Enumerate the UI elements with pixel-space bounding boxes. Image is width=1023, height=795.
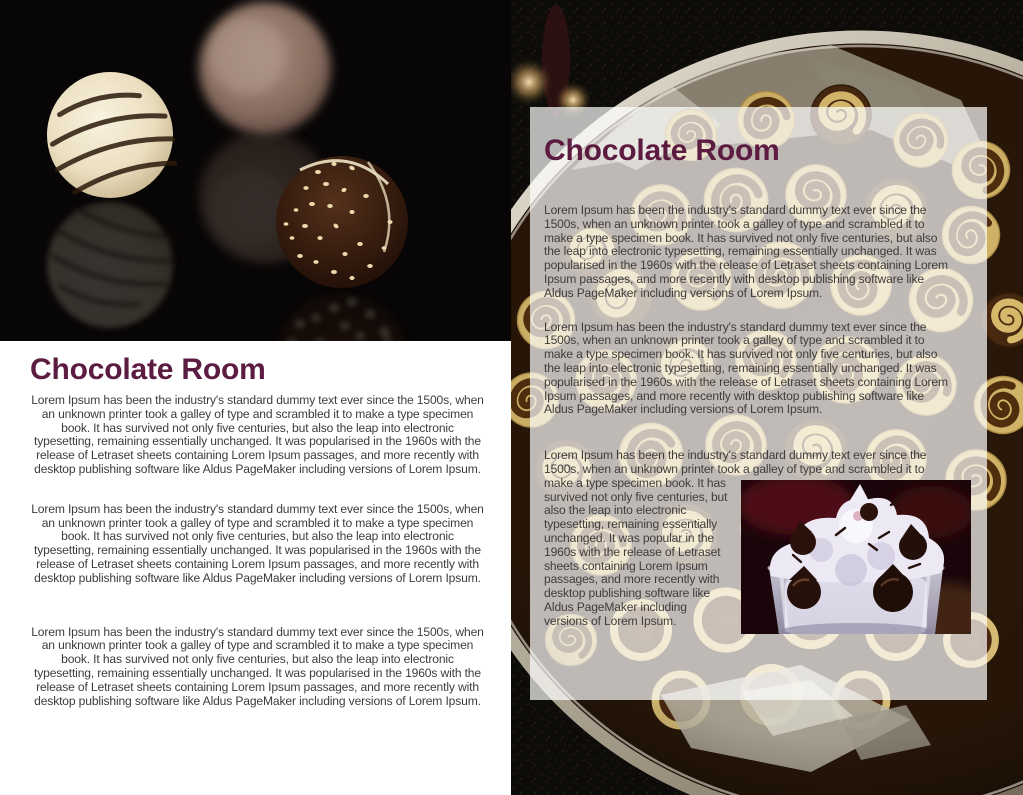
page-left — [0, 0, 511, 795]
left-page-body — [0, 354, 511, 708]
page-title: Chocolate Room — [544, 134, 780, 167]
text-overlay-panel — [530, 107, 987, 700]
body-paragraph: Lorem Ipsum has been the industry's standard dummy text ever since the 1500s, when an unknown printer took a galley of type and scrambled it to make a type specimen book. It has survived not only five centuries, but also the leap into electronic typesetting, remaining essentially unchanged. It was popularised in the 1960s with the release of Letraset sheets containing Lorem Ipsum passages, and more recently with desktop publishing software like Aldus PageMaker including versions of Lorem Ipsum. — [544, 319, 948, 417]
wrapped-text-before: Lorem Ipsum has been the industry's standard dummy text ever since the 1500s, when an unknown printer took a galley of type and scrambled it to make a type — [544, 448, 927, 490]
page-right — [511, 0, 1023, 795]
dessert-photo — [741, 480, 971, 634]
wrapped-text-after: specimen book. It has survived not only five centuries, but also the leap into electronic typesetting, remaining essentially unchanged. It was popular in the 1960s with the release of Letraset sheets containing Lorem Ipsum passages, and more recently with desktop publishing software like Aldus PageMaker including versions of Lorem Ipsum. — [544, 475, 728, 628]
body-paragraph: Lorem Ipsum has been the industry's standard dummy text ever since the 1500s, when an unknown printer took a galley of type and scrambled it to make a type specimen book. It has survived not only five centuries, but also the leap into electronic typesetting, remaining essentially unchanged. It was popularised in the 1960s with the release of Letraset sheets containing Lorem Ipsum passages, and more recently with desktop publishing software like Aldus PageMaker including versions of Lorem Ipsum. — [31, 393, 484, 476]
body-paragraph: Lorem Ipsum has been the industry's standard dummy text ever since the 1500s, when an unknown printer took a galley of type and scrambled it to make a type specimen book. It has survived not only five centuries, but also the leap into electronic typesetting, remaining essentially unchanged. It was popularised in the 1960s with the release of Letraset sheets containing Lorem Ipsum passages, and more recently with desktop publishing software like Aldus PageMaker including versions of Lorem Ipsum. — [31, 624, 484, 708]
body-paragraph: Lorem Ipsum has been the industry's standard dummy text ever since the 1500s, when an unknown printer took a galley of type and scrambled it to make a type specimen book. It has survived not only five centuries, but also the leap into electronic typesetting, remaining essentially unchanged. It was popularised in the 1960s with the release of Letraset sheets containing Lorem Ipsum passages, and more recently with desktop publishing software like Aldus PageMaker including versions of Lorem Ipsum. — [544, 203, 948, 300]
body-paragraph: Lorem Ipsum has been the industry's standard dummy text ever since the 1500s, when an unknown printer took a galley of type and scrambled it to make a type specimen book. It has survived not only five centuries, but also the leap into electronic typesetting, remaining essentially unchanged. It was popularised in the 1960s with the release of Letraset sheets containing Lorem Ipsum passages, and more recently with desktop publishing software like Aldus PageMaker including versions of Lorem Ipsum. — [31, 501, 484, 585]
page-title: Chocolate Room — [30, 353, 266, 386]
truffles-photo — [0, 0, 511, 341]
body-paragraph-wrapped — [544, 449, 949, 628]
